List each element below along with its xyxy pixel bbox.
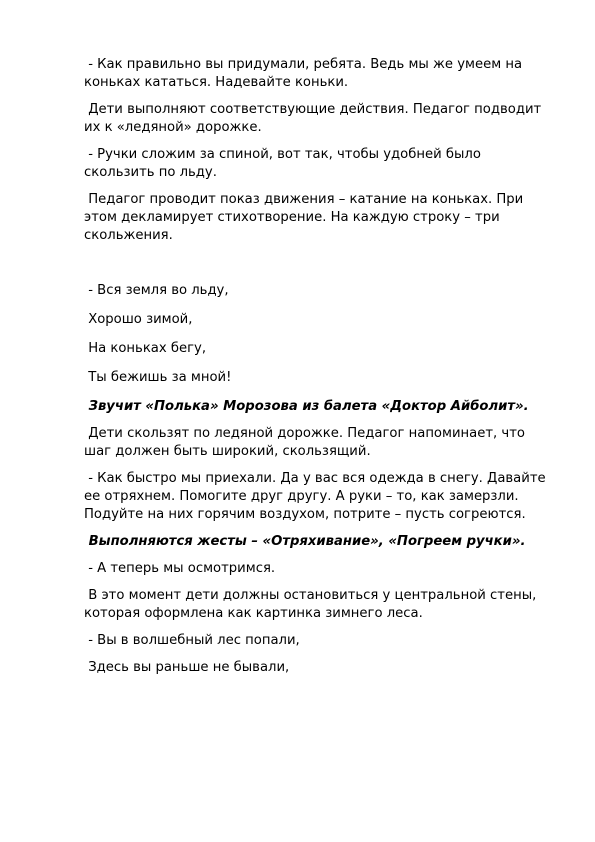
paragraph-look-around: - А теперь мы осмотримся.: [84, 561, 276, 576]
verse-line-4: Ты бежишь за мной!: [84, 370, 232, 385]
verse-forest-line-1: - Вы в волшебный лес попали,: [84, 633, 300, 648]
blank-space: [84, 254, 554, 282]
paragraph-teacher-demo: Педагог проводит показ движения – катание на коньках. При этом декламирует стихотворение. На каждую строку – три скольжения.: [84, 192, 528, 243]
verse-forest-line-2: Здесь вы раньше не бывали,: [84, 660, 290, 675]
music-direction: Звучит «Полька» Морозова из балета «Доктор Айболит».: [84, 399, 529, 414]
page-content: [84, 56, 554, 686]
verse-line-1: - Вся земля во льду,: [84, 283, 229, 298]
gesture-direction: Выполняются жесты – «Отряхивание», «Погреем ручки».: [84, 534, 526, 549]
paragraph-central-wall: В это момент дети должны остановиться у центральной стены, которая оформлена как картинка зимнего леса.: [84, 588, 541, 621]
verse-line-2: Хорошо зимой,: [84, 312, 193, 327]
paragraph-arrived: - Как быстро мы приехали. Да у вас вся одежда в снегу. Давайте ее отряхнем. Помогите друг другу. А руки – то, как замерзли. Подуйте на них горячим воздухом, потрите – пусть согреются.: [84, 471, 550, 522]
paragraph-sliding: Дети скользят по ледяной дорожке. Педагог напоминает, что шаг должен быть широкий, скользящий.: [84, 426, 530, 459]
paragraph-skating-intro: - Как правильно вы придумали, ребята. Ведь мы же умеем на коньках кататься. Надевайте коньки.: [84, 57, 527, 90]
paragraph-hands-behind-back: - Ручки сложим за спиной, вот так, чтобы удобней было скользить по льду.: [84, 147, 486, 180]
verse-line-3: На коньках бегу,: [84, 341, 207, 356]
paragraph-children-actions: Дети выполняют соответствующие действия. Педагог подводит их к «ледяной» дорожке.: [84, 102, 546, 135]
